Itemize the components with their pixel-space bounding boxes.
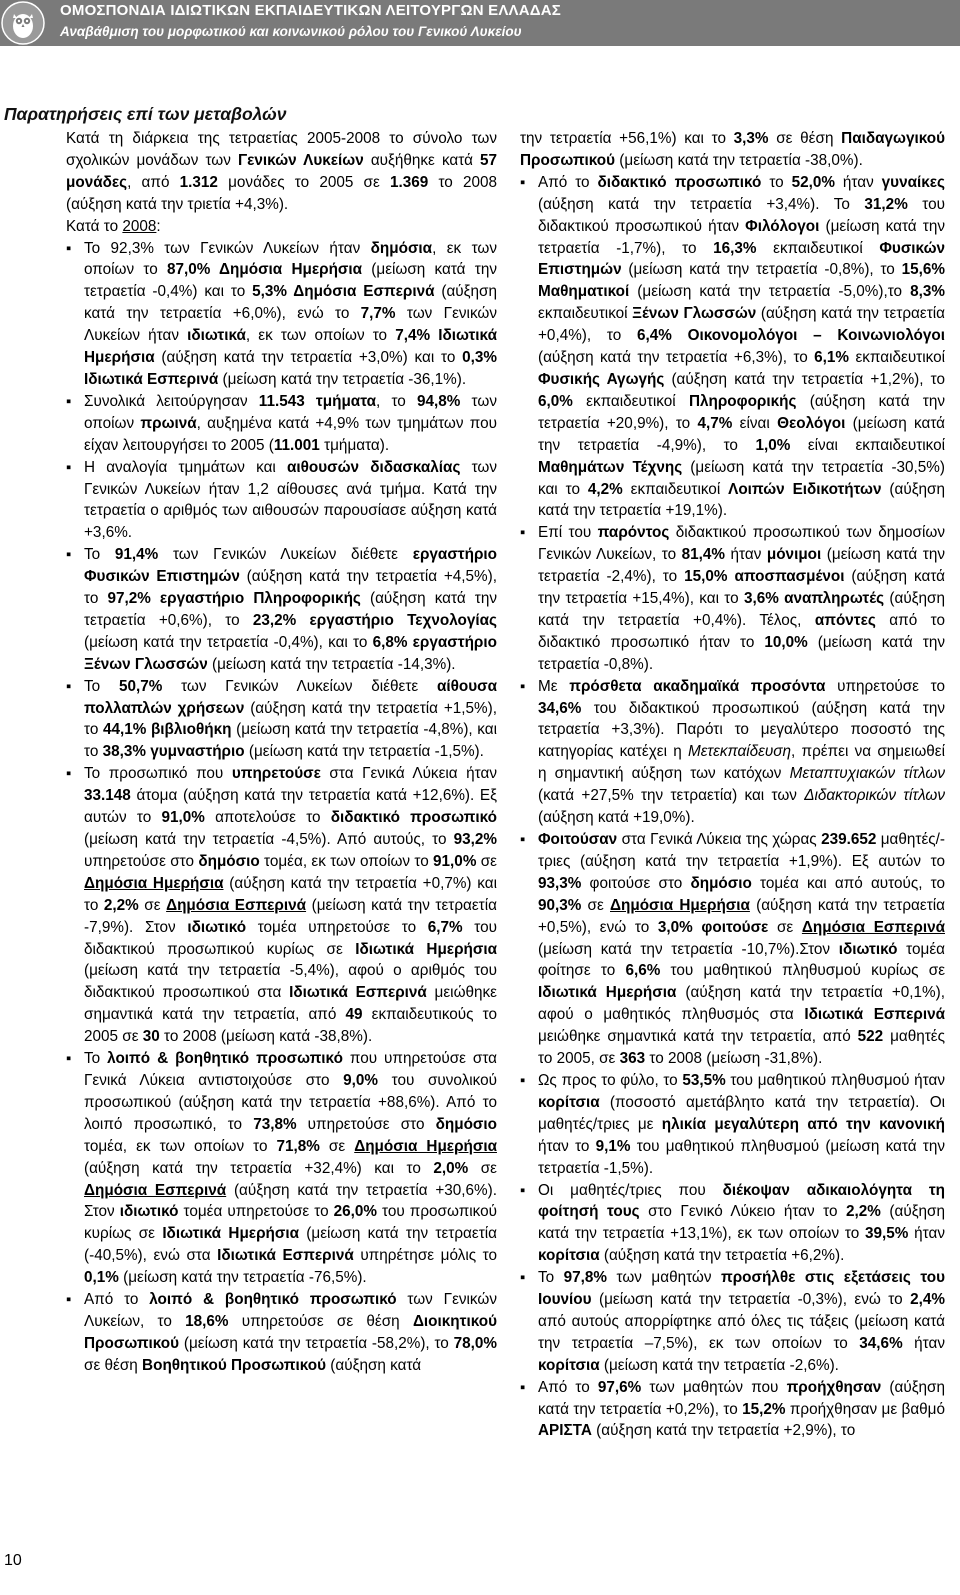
bullet-item: ▪ Με πρόσθετα ακαδημαϊκά προσόντα υπηρετούσε το 34,6% του διδακτικού προσωπικού (αύξηση κατά την τετραετία +3,3%). Παρότι το μεγαλύτερο ποσοστό της κατηγορίας κατέχει η Μετεκπαίδευση, πρέπει να σημειωθεί η σημαντική αύξηση των κατόχων Μεταπτυχιακών τίτλων (κατά +27,5% την τετραετία) και των Διδακτορικών τίτλων (αύξηση κατά +19,0%). [520,676,945,829]
page-number: 10 [4,1552,22,1569]
bullet-item: ▪ Οι μαθητές/τριες που διέκοψαν αδικαιολόγητα τη φοίτησή τους στο Γενικό Λύκειο ήταν το 2,2% (αύξηση κατά την τετραετία +13,1%), εκ των οποίων το 39,5% ήταν κορίτσια (αύξηση κατά την τετραετία +6,2%). [520,1180,945,1268]
bullet-item: ▪ Από το λοιπό & βοηθητικό προσωπικό των Γενικών Λυκείων, το 18,6% υπηρετούσε σε θέση Διοικητικού Προσωπικού (μείωση κατά την τετραετία -58,2%), το 78,0% σε θέση Βοηθητικού Προσωπικού (αύξηση κατά [66,1289,497,1377]
bullet-item: ▪ Επί του παρόντος διδακτικού προσωπικού των δημοσίων Γενικών Λυκείων, το 81,4% ήταν μόνιμοι (μείωση κατά την τετραετία -2,4%), το 15,0% αποσπασμένοι (αύξηση κατά την τετραετία +15,4%), και το 3,6% αναπληρωτές (αύξηση κατά την τετραετία +0,4%). Τέλος, απόντες από το διδακτικό προσωπικό ήταν το 10,0% (μείωση κατά την τετραετία -0,8%). [520,522,945,675]
bullet-item: ▪ Το 50,7% των Γενικών Λυκείων διέθετε αίθουσα πολλαπλών χρήσεων (αύξηση κατά την τετραετία +1,5%), το 44,1% βιβλιοθήκη (μείωση κατά την τετραετία -4,8%), και το 38,3% γυμναστήριο (μείωση κατά την τετραετία -1,5%). [66,676,497,764]
bullet-item: ▪ Το 91,4% των Γενικών Λυκείων διέθετε εργαστήριο Φυσικών Επιστημών (αύξηση κατά την τετραετία +4,5%), το 97,2% εργαστήριο Πληροφορικής (αύξηση κατά την τετραετία +0,6%), το 23,2% εργαστήριο Τεχνολογίας (μείωση κατά την τετραετία -0,4%), και το 6,8% εργαστήριο Ξένων Γλωσσών (μείωση κατά την τετραετία -14,3%). [66,544,497,675]
bullet-item: ▪ Από το 97,6% των μαθητών που προήχθησαν (αύξηση κατά την τετραετία +0,2%), το 15,2% προήχθησαν με βαθμό ΑΡΙΣΤΑ (αύξηση κατά την τετραετία +2,9%), το [520,1377,945,1443]
year-line: Κατά το 2008: [66,217,161,235]
intro-paragraph: Κατά τη διάρκεια της τετραετίας 2005-2008 το σύνολο των σχολικών μονάδων των Γενικών Λυκείων αυξήθηκε κατά 57 μονάδες, από 1.312 μονάδες το 2005 σε 1.369 το 2008 (αύξηση κατά την τριετία +4,3%). [66,130,498,213]
organization-title: ΟΜΟΣΠΟΝΔΙΑ ΙΔΙΩΤΙΚΩΝ ΕΚΠΑΙΔΕΥΤΙΚΩΝ ΛΕΙΤΟΥΡΓΩΝ ΕΛΛΑΔΑΣ [60,2,561,19]
left-column [66,128,497,1377]
owl-logo-icon [0,0,46,46]
bullet-item: ▪ Η αναλογία τμημάτων και αιθουσών διδασκαλίας των Γενικών Λυκείων ήταν 1,2 αίθουσες ανά τμήμα. Κατά την τετραετία ο αριθμός των αιθουσών παρουσίασε αύξηση κατά +3,6%. [66,457,497,545]
bullet-item: ▪ Το λοιπό & βοηθητικό προσωπικό που υπηρετούσε στα Γενικά Λύκεια αντιστοιχούσε στο 9,0% του συνολικού προσωπικού (αύξηση κατά την τετραετία +88,6%). Από το λοιπό προσωπικό, το 73,8% υπηρετούσε στο δημόσιο τομέα, εκ των οποίων το 71,8% σε Δημόσια Ημερήσια (αύξηση κατά την τετραετία +32,4%) και το 2,0% σε Δημόσια Εσπερινά (αύξηση κατά την τετραετία +30,6%). Στον ιδιωτικό τομέα υπηρετούσε το 26,0% του προσωπικού κυρίως σε Ιδιωτικά Ημερήσια (μείωση κατά την τετραετία (-40,5%), ενώ στα Ιδιωτικά Εσπερινά υπηρέτησε μόλις το 0,1% (μείωση κατά την τετραετία -76,5%). [66,1048,497,1289]
bullet-item: ▪ Φοιτούσαν στα Γενικά Λύκεια της χώρας 239.652 μαθητές/-τριες (αύξηση κατά την τετραετία +1,9%). Εξ αυτών το 93,3% φοιτούσε στο δημόσιο τομέα και από αυτούς, το 90,3% σε Δημόσια Ημερήσια (αύξηση κατά την τετραετία +0,5%), ενώ το 3,0% φοιτούσε σε Δημόσια Εσπερινά (μείωση κατά την τετραετία -10,7%).Στον ιδιωτικό τομέα φοίτησε το 6,6% του μαθητικού πληθυσμού κυρίως σε Ιδιωτικά Ημερήσια (αύξηση κατά την τετραετία +0,1%), αφού ο μαθητικός πληθυσμός στα Ιδιωτικά Εσπερινά μειώθηκε σημαντικά κατά την τετραετία, από 522 μαθητές το 2005, σε 363 το 2008 (μείωση -31,8%). [520,829,945,1070]
bullet-item: ▪ Το 97,8% των μαθητών προσήλθε στις εξετάσεις του Ιουνίου (μείωση κατά την τετραετία -0,3%), ενώ το 2,4% από αυτούς απορρίφτηκε από όλες τις τάξεις (μείωση κατά την τετραετία –7,5%), εκ των οποίων το 34,6% ήταν κορίτσια (μείωση κατά την τετραετία -2,6%). [520,1267,945,1377]
bullet-item: ▪ Το προσωπικό που υπηρετούσε στα Γενικά Λύκεια ήταν 33.148 άτομα (αύξηση κατά την τετραετία κατά +12,6%). Εξ αυτών το 91,0% αποτελούσε το διδακτικό προσωπικό (μείωση κατά την τετραετία -4,5%). Από αυτούς, το 93,2% υπηρετούσε στο δημόσιο τομέα, εκ των οποίων το 91,0% σε Δημόσια Ημερήσια (αύξηση κατά την τετραετία +0,7%) και το 2,2% σε Δημόσια Εσπερινά (μείωση κατά την τετραετία -7,9%). Στον ιδιωτικό τομέα υπηρετούσε το 6,7% του διδακτικού προσωπικού κυρίως σε Ιδιωτικά Ημερήσια (μείωση κατά την τετραετία -5,4%), αφού ο αριθμός του διδακτικού προσωπικού στα Ιδιωτικά Εσπερινά μειώθηκε σημαντικά κατά την τετραετία, από 49 εκπαιδευτικούς το 2005 σε 30 το 2008 (μείωση κατά -38,8%). [66,763,497,1048]
left-bullet-list [66,238,497,1377]
right-bullet-list [520,172,945,1443]
bullet-item: ▪ Ως προς το φύλο, το 53,5% του μαθητικού πληθυσμού ήταν κορίτσια (ποσοστό αμετάβλητο κατά την τετραετία). Οι μαθητές/τριες με ηλικία μεγαλύτερη από την κανονική ήταν το 9,1% του μαθητικού πληθυσμού (μείωση κατά την τετραετία -1,5%). [520,1070,945,1180]
bullet-item: ▪ Από το διδακτικό προσωπικό το 52,0% ήταν γυναίκες (αύξηση κατά την τετραετία +3,4%). Το 31,2% του διδακτικού προσωπικού ήταν Φιλόλογοι (μείωση κατά την τετραετία -1,7%), το 16,3% εκπαιδευτικοί Φυσικών Επιστημών (μείωση κατά την τετραετία -0,8%), το 15,6% Μαθηματικοί (μείωση κατά την τετραετία -5,0%),το 8,3% εκπαιδευτικοί Ξένων Γλωσσών (αύξηση κατά την τετραετία +0,4%), το 6,4% Οικονομολόγοι – Κοινωνιολόγοι (αύξηση κατά την τετραετία +6,3%), το 6,1% εκπαιδευτικοί Φυσικής Αγωγής (αύξηση κατά την τετραετία +1,2%), το 6,0% εκπαιδευτικοί Πληροφορικής (αύξηση κατά την τετραετία +20,9%), το 4,7% είναι Θεολόγοι (μείωση κατά την τετραετία -4,9%), το 1,0% είναι εκπαιδευτικοί Μαθημάτων Τέχνης (μείωση κατά την τετραετία -30,5%) και το 4,2% εκπαιδευτικοί Λοιπών Ειδικοτήτων (αύξηση κατά την τετραετία +19,1%). [520,172,945,523]
report-subtitle: Αναβάθμιση του μορφωτικού και κοινωνικού ρόλου του Γενικού Λυκείου [60,24,522,39]
continuation-paragraph: την τετραετία +56,1%) και το 3,3% σε θέση Παιδαγωγικού Προσωπικού (μείωση κατά την τετραετία -38,0%). [520,130,945,169]
header-banner [0,0,960,46]
section-title: Παρατηρήσεις επί των μεταβολών [4,104,287,124]
bullet-item: ▪ Συνολικά λειτούργησαν 11.543 τμήματα, το 94,8% των οποίων πρωινά, αυξημένα κατά +4,9% των τμημάτων που είχαν λειτουργήσει το 2005 (11.001 τμήματα). [66,391,497,457]
bullet-item: ▪ Το 92,3% των Γενικών Λυκείων ήταν δημόσια, εκ των οποίων το 87,0% Δημόσια Ημερήσια (μείωση κατά την τετραετία -0,4%) και το 5,3% Δημόσια Εσπερινά (αύξηση κατά την τετραετία +6,0%), ενώ το 7,7% των Γενικών Λυκείων ήταν ιδιωτικά, εκ των οποίων το 7,4% Ιδιωτικά Ημερήσια (αύξηση κατά την τετραετία +3,0%) και το 0,3% Ιδιωτικά Εσπερινά (μείωση κατά την τετραετία -36,1%). [66,238,497,391]
right-column [520,128,945,1442]
